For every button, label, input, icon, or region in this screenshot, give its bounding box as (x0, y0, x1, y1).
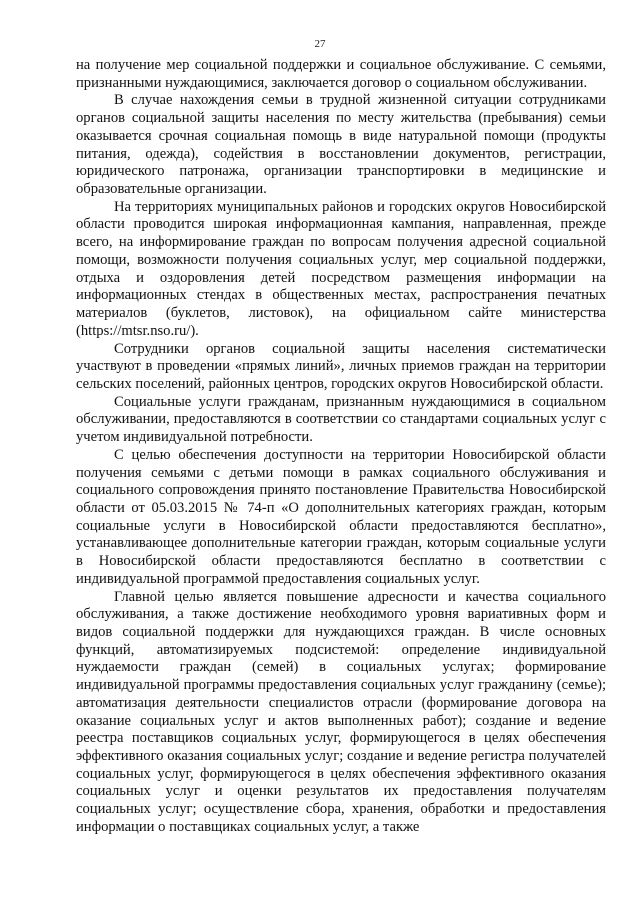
paragraph: Социальные услуги гражданам, признанным нуждающимися в социальном обслуживании, предоставляются в соответствии со стандартами социальных услуг с учетом индивидуальной потребности. (76, 393, 606, 446)
document-body (76, 57, 606, 837)
paragraph: С целью обеспечения доступности на территории Новосибирской области получения семьями с детьми помощи в рамках социального обслуживания и социального сопровождения принято постановление Правительства Новосибирской области от 05.03.2015 № 74-п «О дополнительных категориях граждан, которым социальные услуги в Новосибирской области предоставляются бесплатно», устанавливающее дополнительные категории граждан, которым социальные услуги в Новосибирской области предоставляются бесплатно в соответствии с индивидуальной программой предоставления социальных услуг. (76, 446, 606, 587)
paragraph: Сотрудники органов социальной защиты населения систематически участвуют в проведении «прямых линий», личных приемов граждан на территории сельских поселений, районных центров, городских округов Новосибирской области. (76, 340, 606, 392)
paragraph: Главной целью является повышение адресности и качества социального обслуживания, а также достижение необходимого уровня вариативных форм и видов социальной поддержки для нуждающихся граждан. В числе основных функций, автоматизируемых подсистемой: определение индивидуальной нуждаемости граждан (семей) в социальных услугах; формирование индивидуальной программы предоставления социальных услуг гражданину (семье); автоматизация деятельности специалистов отрасли (формирование договора на оказание социальных услуг и актов выполненных работ); создание и ведение реестра поставщиков социальных услуг, формирующегося в целях обеспечения эффективного оказания социальных услуг; создание и ведение регистра получателей социальных услуг, формирующегося в целях обеспечения эффективного оказания социальных услуг и оценки результатов их предоставления получателям социальных услуг; осуществление сбора, хранения, обработки и предоставления информации о поставщиках социальных услуг, а также (76, 588, 606, 835)
paragraph: В случае нахождения семьи в трудной жизненной ситуации сотрудниками органов социальной защиты населения по месту жительства (пребывания) семьи оказывается срочная социальная помощь в виде натуральной помощи (продукты питания, одежда), содействия в восстановлении документов, регистрации, юридического патронажа, организации транспортировки в медицинские и образовательные организации. (76, 92, 606, 198)
page-number: 27 (314, 38, 326, 50)
paragraph: На территориях муниципальных районов и городских округов Новосибирской области проводится широкая информационная кампания, направленная, прежде всего, на информирование граждан по вопросам получения адресной социальной помощи, возможности получения социальных услуг, мер социальной поддержки, отдыха и оздоровления детей посредством размещения информации на информационных стендах в общественных местах, распространения печатных материалов (буклетов, листовок), на официальном сайте министерства (https://mtsr.nso.ru/). (76, 198, 606, 339)
paragraph: на получение мер социальной поддержки и социальное обслуживание. С семьями, признанными нуждающимися, заключается договор о социальном обслуживании. (76, 57, 606, 91)
